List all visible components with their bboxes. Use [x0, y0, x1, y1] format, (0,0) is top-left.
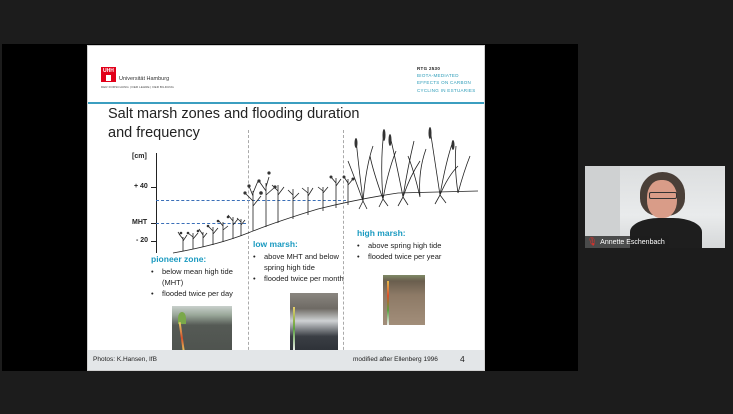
shared-slide — [87, 45, 485, 371]
low-marsh-heading: low marsh: — [253, 239, 298, 249]
university-tagline: DER FORSCHUNG | DER LEHRE | DER BILDUNG — [101, 85, 174, 89]
axis-unit-label: [cm] — [132, 153, 147, 160]
project-code: RTG 2530 — [417, 66, 441, 71]
project-line: BIOTA-MEDIATED — [417, 73, 459, 79]
axis-tick — [151, 187, 156, 188]
participant-glasses — [649, 192, 677, 199]
participant-name: Annette Eschenbach — [600, 238, 665, 246]
title-line: Salt marsh zones and flooding duration — [108, 106, 360, 122]
bullet-item: • below mean high tide (MHT) — [150, 266, 250, 288]
pioneer-zone-bullets — [150, 266, 250, 299]
bullet-item: • above spring high tide — [356, 240, 476, 251]
participant-video-tile[interactable] — [585, 166, 725, 248]
high-marsh-heading: high marsh: — [357, 228, 406, 238]
mic-muted-icon: 🎙︎ — [587, 237, 598, 246]
project-line: EFFECTS ON CARBON — [417, 80, 472, 86]
bullet-item: • flooded twice per month — [252, 273, 348, 284]
low-marsh-bullets — [252, 251, 348, 284]
title-line: and frequency — [108, 125, 200, 141]
participant-nameplate — [585, 236, 669, 248]
bullet-item: • flooded twice per year — [356, 251, 476, 262]
axis-tick — [151, 241, 156, 242]
axis-label-plus40: + 40 — [134, 183, 148, 190]
logo-tower-shape — [106, 75, 111, 81]
project-line: CYCLING IN ESTUARIES — [417, 87, 476, 93]
participant-face — [647, 180, 677, 218]
project-label — [417, 65, 476, 94]
axis-label-mht: MHT — [132, 219, 148, 226]
high-marsh-photo — [383, 275, 425, 325]
bullet-item: • above MHT and below spring high tide — [252, 251, 348, 273]
photo-credit: Photos: K.Hansen, IfB — [93, 356, 157, 363]
header-divider — [88, 102, 484, 104]
measuring-stick — [293, 307, 295, 351]
elevation-axis — [156, 153, 157, 253]
bullet-item: • flooded twice per day — [150, 288, 250, 299]
university-name: Universität Hamburg — [119, 76, 170, 82]
measuring-stick — [387, 281, 389, 325]
low-marsh-photo — [290, 293, 338, 355]
axis-label-minus20: - 20 — [136, 237, 149, 244]
figure-source: modified after Ellenberg 1996 — [353, 356, 438, 363]
pioneer-zone-heading: pioneer zone: — [151, 254, 207, 264]
logo-text: UHH — [103, 68, 114, 74]
uhh-logo-icon — [101, 67, 116, 82]
high-marsh-bullets — [356, 240, 476, 262]
page-number: 4 — [460, 354, 465, 364]
